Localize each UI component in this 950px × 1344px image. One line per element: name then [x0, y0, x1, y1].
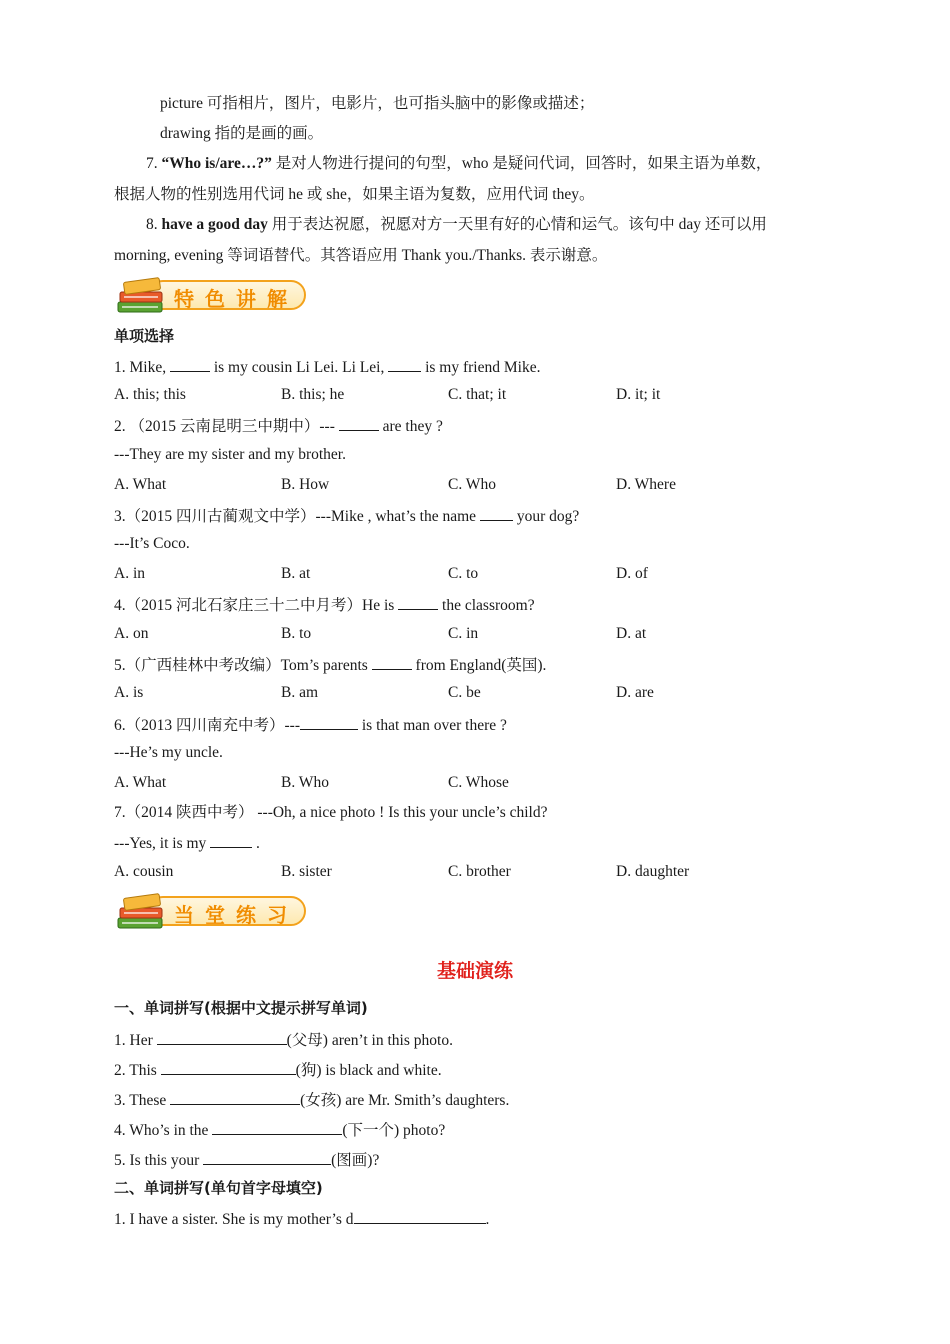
option-b[interactable]: B. am	[281, 684, 319, 701]
option-a[interactable]: A. on	[114, 625, 149, 642]
option-c[interactable]: C. that; it	[448, 386, 507, 403]
blank[interactable]	[398, 594, 438, 610]
question-3-answer: ---It’s Coco.	[114, 535, 190, 552]
part1-item-2: 2. This (狗) is black and white.	[114, 1059, 442, 1081]
question-6-answer: ---He’s my uncle.	[114, 744, 223, 761]
option-a[interactable]: A. in	[114, 565, 145, 582]
note-drawing: drawing 指的是画的画。	[160, 125, 324, 142]
option-c[interactable]: C. be	[448, 684, 481, 701]
option-b[interactable]: B. to	[281, 625, 312, 642]
note-7-cont: 根据人物的性别选用代词 he 或 she，如果主语为复数，应用代词 they。	[114, 186, 595, 203]
blank[interactable]	[210, 832, 252, 848]
option-b[interactable]: B. sister	[281, 863, 332, 880]
practice-title: 基础演练	[436, 960, 513, 982]
question-1: 1. Mike, is my cousin Li Lei. Li Lei, is my friend Mike.	[114, 356, 540, 378]
option-a[interactable]: A. is	[114, 684, 144, 701]
books-icon	[114, 890, 174, 934]
banner-label: 当堂练习	[174, 903, 298, 927]
option-b[interactable]: B. this; he	[281, 386, 345, 403]
question-5: 5.（广西桂林中考改编）Tom’s parents from England(英国).	[114, 654, 546, 676]
note-8: 8. have a good day 用于表达祝愿，祝愿对方一天里有好的心情和运气。该句中 day 还可以用	[146, 216, 767, 233]
note-8-cont: morning, evening 等词语替代。其答语应用 Thank you./Thanks. 表示谢意。	[114, 247, 608, 264]
option-d[interactable]: D. Where	[616, 476, 676, 493]
option-d[interactable]: D. of	[616, 565, 648, 582]
option-a[interactable]: A. What	[114, 476, 167, 493]
option-a[interactable]: A. What	[114, 774, 167, 791]
option-a[interactable]: A. this; this	[114, 386, 186, 403]
option-d[interactable]: D. at	[616, 625, 647, 642]
blank[interactable]	[339, 415, 379, 431]
question-4: 4.（2015 河北石家庄三十二中月考）He is the classroom?	[114, 594, 535, 616]
blank[interactable]	[388, 356, 421, 372]
blank[interactable]	[203, 1149, 331, 1165]
option-b[interactable]: B. How	[281, 476, 330, 493]
option-c[interactable]: C. Who	[448, 476, 496, 493]
option-c[interactable]: C. to	[448, 565, 479, 582]
blank[interactable]	[354, 1208, 486, 1224]
part2-item-1: 1. I have a sister. She is my mother’s d .	[114, 1208, 489, 1230]
blank[interactable]	[157, 1029, 287, 1045]
option-c[interactable]: C. brother	[448, 863, 511, 880]
section-banner-features	[114, 274, 310, 318]
option-c[interactable]: C. in	[448, 625, 479, 642]
option-d[interactable]: D. daughter	[616, 863, 690, 880]
option-b[interactable]: B. at	[281, 565, 311, 582]
blank[interactable]	[161, 1059, 296, 1075]
option-d[interactable]: D. are	[616, 684, 654, 701]
section-heading-single-choice: 单项选择	[114, 327, 175, 345]
option-b[interactable]: B. Who	[281, 774, 329, 791]
blank[interactable]	[300, 714, 358, 730]
part1-item-1: 1. Her (父母) aren’t in this photo.	[114, 1029, 453, 1051]
question-6: 6.（2013 四川南充中考）--- is that man over there ?	[114, 714, 507, 736]
option-d[interactable]: D. it; it	[616, 386, 661, 403]
blank[interactable]	[212, 1119, 342, 1135]
question-3: 3.（2015 四川古蔺观文中学）---Mike , what’s the name your dog?	[114, 505, 579, 527]
blank[interactable]	[170, 1089, 300, 1105]
part1-item-4: 4. Who’s in the (下一个) photo?	[114, 1119, 445, 1141]
note-picture: picture 可指相片，图片，电影片，也可指头脑中的影像或描述；	[160, 95, 595, 112]
question-7-answer: ---Yes, it is my .	[114, 832, 260, 854]
question-2: 2. （2015 云南昆明三中期中）--- are they ?	[114, 415, 443, 437]
part1-item-3: 3. These (女孩) are Mr. Smith’s daughters.	[114, 1089, 509, 1111]
option-a[interactable]: A. cousin	[114, 863, 174, 880]
part2-heading: 二、单词拼写(单句首字母填空)	[114, 1179, 323, 1197]
part1-heading: 一、单词拼写(根据中文提示拼写单词)	[114, 999, 368, 1017]
question-7: 7.（2014 陕西中考） ---Oh, a nice photo ! Is this your uncle’s child?	[114, 804, 548, 821]
blank[interactable]	[372, 654, 412, 670]
note-7: 7. “Who is/are…?” 是对人物进行提问的句型，who 是疑问代词，回答时，如果主语为单数，	[146, 155, 772, 172]
blank[interactable]	[170, 356, 210, 372]
banner-label: 特色讲解	[174, 287, 298, 311]
books-icon	[114, 274, 174, 318]
blank[interactable]	[480, 505, 513, 521]
question-2-answer: ---They are my sister and my brother.	[114, 446, 346, 463]
part1-item-5: 5. Is this your (图画)?	[114, 1149, 379, 1171]
section-banner-practice	[114, 890, 310, 934]
option-c[interactable]: C. Whose	[448, 774, 509, 791]
